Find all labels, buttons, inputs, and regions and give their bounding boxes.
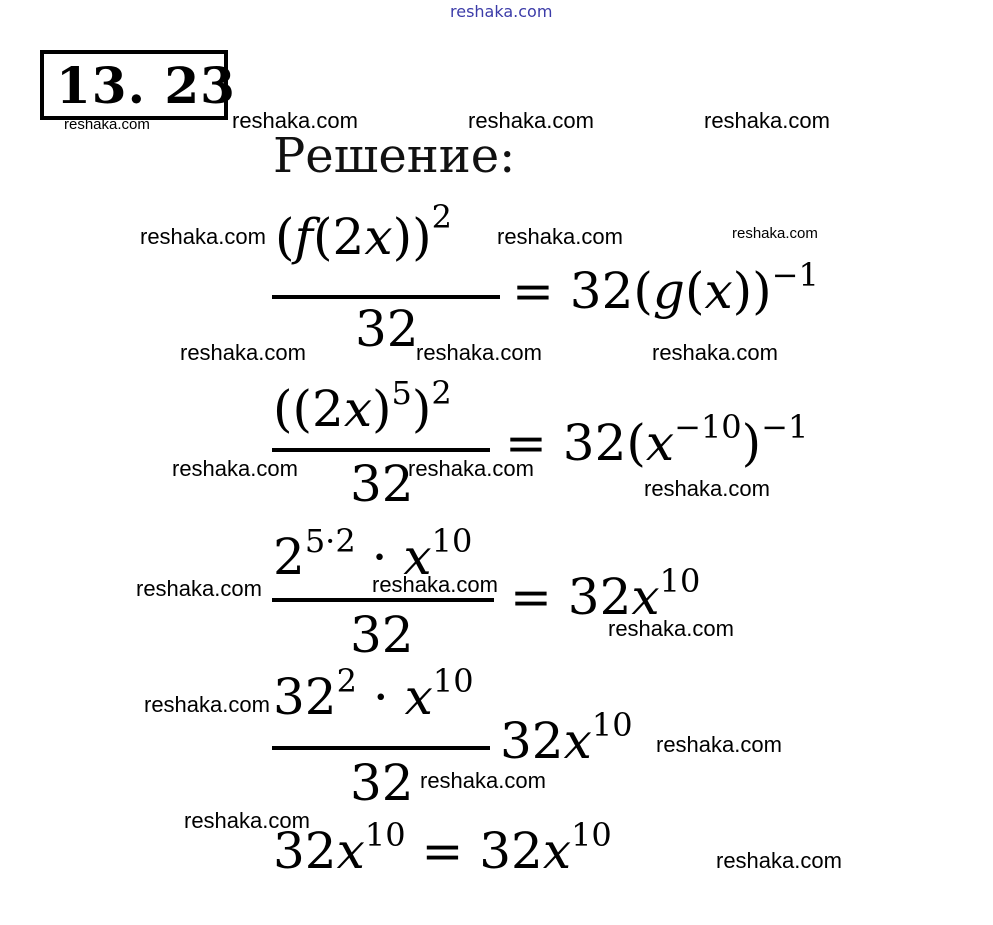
problem-number: 13. 23 [56,56,236,115]
step3-numerator: $2^{5\cdot 2} \cdot x^{10}$ [273,522,473,586]
watermark: reshaka.com [408,456,534,481]
step1-numerator: $(f(2x))^2$ [275,198,452,266]
watermark: reshaka.com [644,476,770,501]
watermark: reshaka.com [64,116,150,133]
step4-rhs: $32x^{10}$ [500,706,633,770]
watermark: reshaka.com [136,576,262,601]
top-watermark: reshaka.com [450,2,553,21]
step1-rhs: = $32(g(x))^{-1}$ [512,256,819,320]
watermark: reshaka.com [608,616,734,641]
watermark: reshaka.com [172,456,298,481]
step2-rhs: = $32(x^{-10})^{-1}$ [505,408,809,472]
final-equation: $32x^{10} = 32x^{10}$ [273,816,612,880]
watermark: reshaka.com [652,340,778,365]
watermark: reshaka.com [656,732,782,757]
step2-fraction-bar [272,448,490,452]
watermark: reshaka.com [468,108,594,133]
watermark: reshaka.com [420,768,546,793]
step3-fraction-bar [272,598,494,602]
watermark: reshaka.com [732,225,818,242]
step3-denominator: 32 [350,606,414,664]
watermark: reshaka.com [144,692,270,717]
watermark: reshaka.com [716,848,842,873]
watermark: reshaka.com [140,224,266,249]
watermark: reshaka.com [184,808,310,833]
watermark: reshaka.com [180,340,306,365]
step2-denominator: 32 [350,455,414,513]
watermark: reshaka.com [416,340,542,365]
step4-fraction-bar [272,746,490,750]
watermark: reshaka.com [704,108,830,133]
step2-numerator: $((2x)^5)^2$ [273,374,452,438]
step4-numerator: $32^2 \cdot x^{10}$ [273,662,474,726]
step4-denominator: 32 [350,754,414,812]
step3-rhs: = $32x^{10}$ [510,562,701,626]
step1-denominator: 32 [355,300,419,358]
solution-heading: Решение: [273,128,516,184]
step1-fraction-bar [272,295,500,299]
watermark: reshaka.com [372,572,498,597]
watermark: reshaka.com [497,224,623,249]
problem-number-box [40,50,236,120]
watermark: reshaka.com [232,108,358,133]
